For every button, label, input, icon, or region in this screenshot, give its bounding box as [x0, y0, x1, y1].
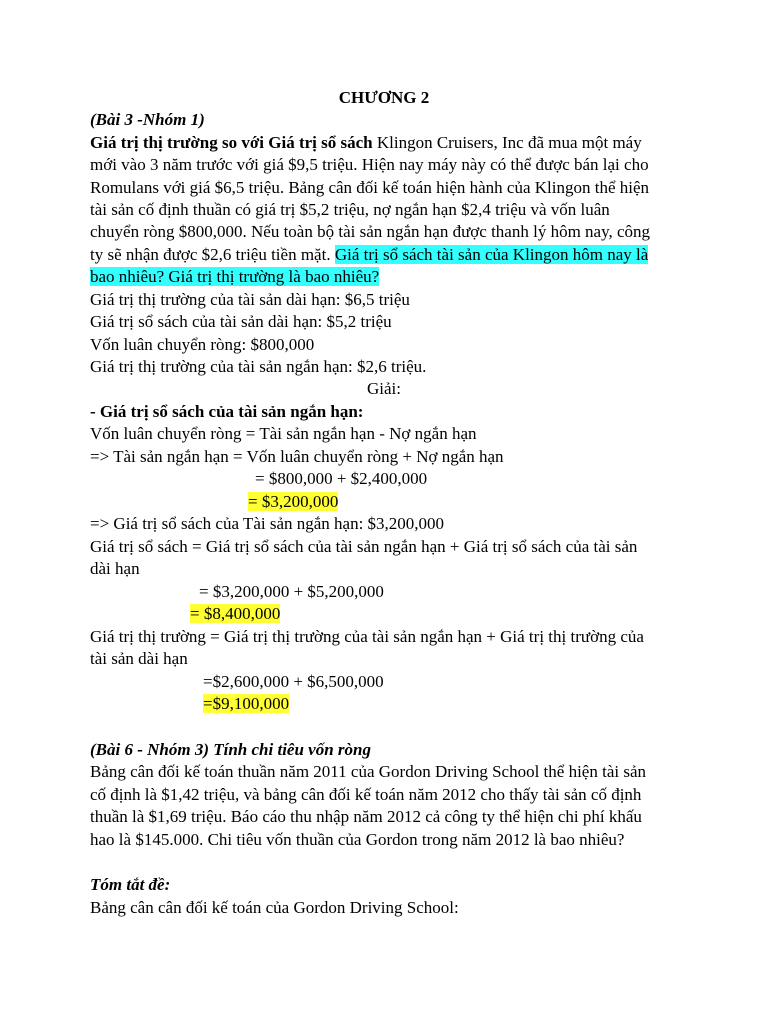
exercise-6-line: hao là $145.000. Chi tiêu vốn thuần của Gordon trong năm 2012 là bao nhiêu? [90, 830, 625, 849]
result-highlight: = $3,200,000 [248, 492, 339, 511]
exercise-3-line-7 [90, 266, 379, 288]
exercise-3-heading: (Bài 3 -Nhóm 1) [90, 110, 205, 129]
result-highlight: =$9,100,000 [203, 694, 290, 713]
subheading-text: Giá trị sổ sách của tài sản ngắn hạn: [99, 402, 364, 421]
exercise-3-line-3: Romulans với giá $6,5 triệu. Bảng cân đối kế toán hiện hành của Klingon thể hiện [90, 178, 650, 197]
given-value: Giá trị sổ sách của tài sản dài hạn: $5,2 triệu [90, 312, 392, 331]
solution-label: Giải: [367, 379, 401, 398]
question-highlight: bao nhiêu? Giá trị thị trường là bao nhiêu? [90, 267, 380, 286]
given-value: Vốn luân chuyển ròng: $800,000 [90, 335, 315, 354]
given-value: Giá trị thị trường của tài sản dài hạn: $6,5 triệu [90, 290, 410, 309]
result-line [190, 603, 280, 625]
summary-line: Bảng cân cân đối kế toán của Gordon Driving School: [90, 898, 459, 917]
solution-line: =$2,600,000 + $6,500,000 [203, 672, 384, 691]
solution-line: => Giá trị sổ sách của Tài sản ngắn hạn: $3,200,000 [90, 514, 445, 533]
exercise-3-line-5: chuyển ròng $800,000. Nếu toàn bộ tài sản ngắn hạn được thanh lý hôm nay, công [90, 222, 651, 241]
question-highlight: Giá trị sổ sách tài sản của Klingon hôm nay là [334, 245, 649, 264]
solution-line: = $800,000 + $2,400,000 [255, 469, 428, 488]
exercise-6-heading: (Bài 6 - Nhóm 3) Tính chi tiêu vốn ròng [90, 740, 372, 759]
exercise-3-text: ty sẽ nhận được $2,6 triệu tiền mặt. [90, 245, 335, 264]
exercise-6-line: cố định là $1,42 triệu, và bảng cân đối kế toán năm 2012 cho thấy tài sản cố định [90, 785, 642, 804]
solution-line: dài hạn [90, 559, 140, 578]
solution-line: Vốn luân chuyển ròng = Tài sản ngắn hạn - Nợ ngắn hạn [90, 424, 477, 443]
exercise-3-line-2: mới vào 3 năm trước với giá $9,5 triệu. Hiện nay máy này có thể được bán lại cho [90, 155, 649, 174]
solution-line: => Tài sản ngắn hạn = Vốn luân chuyển ròng + Nợ ngắn hạn [90, 447, 504, 466]
exercise-6-line: thuần là $1,69 triệu. Báo cáo thu nhập năm 2012 cả công ty thể hiện chi phí khấu [90, 807, 642, 826]
exercise-3-text: Klingon Cruisers, Inc đã mua một máy [372, 133, 642, 152]
dash: - [90, 402, 100, 421]
exercise-3-title: Giá trị thị trường so với Giá trị sổ sách [90, 133, 373, 152]
solution-subheading [90, 401, 363, 423]
result-line [203, 693, 289, 715]
solution-line: Giá trị sổ sách = Giá trị sổ sách của tài sản ngắn hạn + Giá trị sổ sách của tài sản [90, 537, 638, 556]
solution-line: Giá trị thị trường = Giá trị thị trường của tài sản ngắn hạn + Giá trị thị trường của [90, 627, 644, 646]
solution-line: = $3,200,000 + $5,200,000 [199, 582, 384, 601]
exercise-3-line-1 [90, 132, 642, 154]
result-highlight: = $8,400,000 [190, 604, 281, 623]
result-line [248, 491, 338, 513]
exercise-3-line-6 [90, 244, 648, 266]
given-value: Giá trị thị trường của tài sản ngắn hạn: $2,6 triệu. [90, 357, 427, 376]
exercise-6-line: Bảng cân đối kế toán thuần năm 2011 của Gordon Driving School thể hiện tài sản [90, 762, 646, 781]
chapter-title: CHƯƠNG 2 [338, 88, 430, 107]
exercise-3-line-4: tài sản cố định thuần có giá trị $5,2 triệu, nợ ngắn hạn $2,4 triệu và vốn luân [90, 200, 610, 219]
summary-heading: Tóm tắt đề: [90, 875, 171, 894]
solution-line: tài sản dài hạn [90, 649, 188, 668]
